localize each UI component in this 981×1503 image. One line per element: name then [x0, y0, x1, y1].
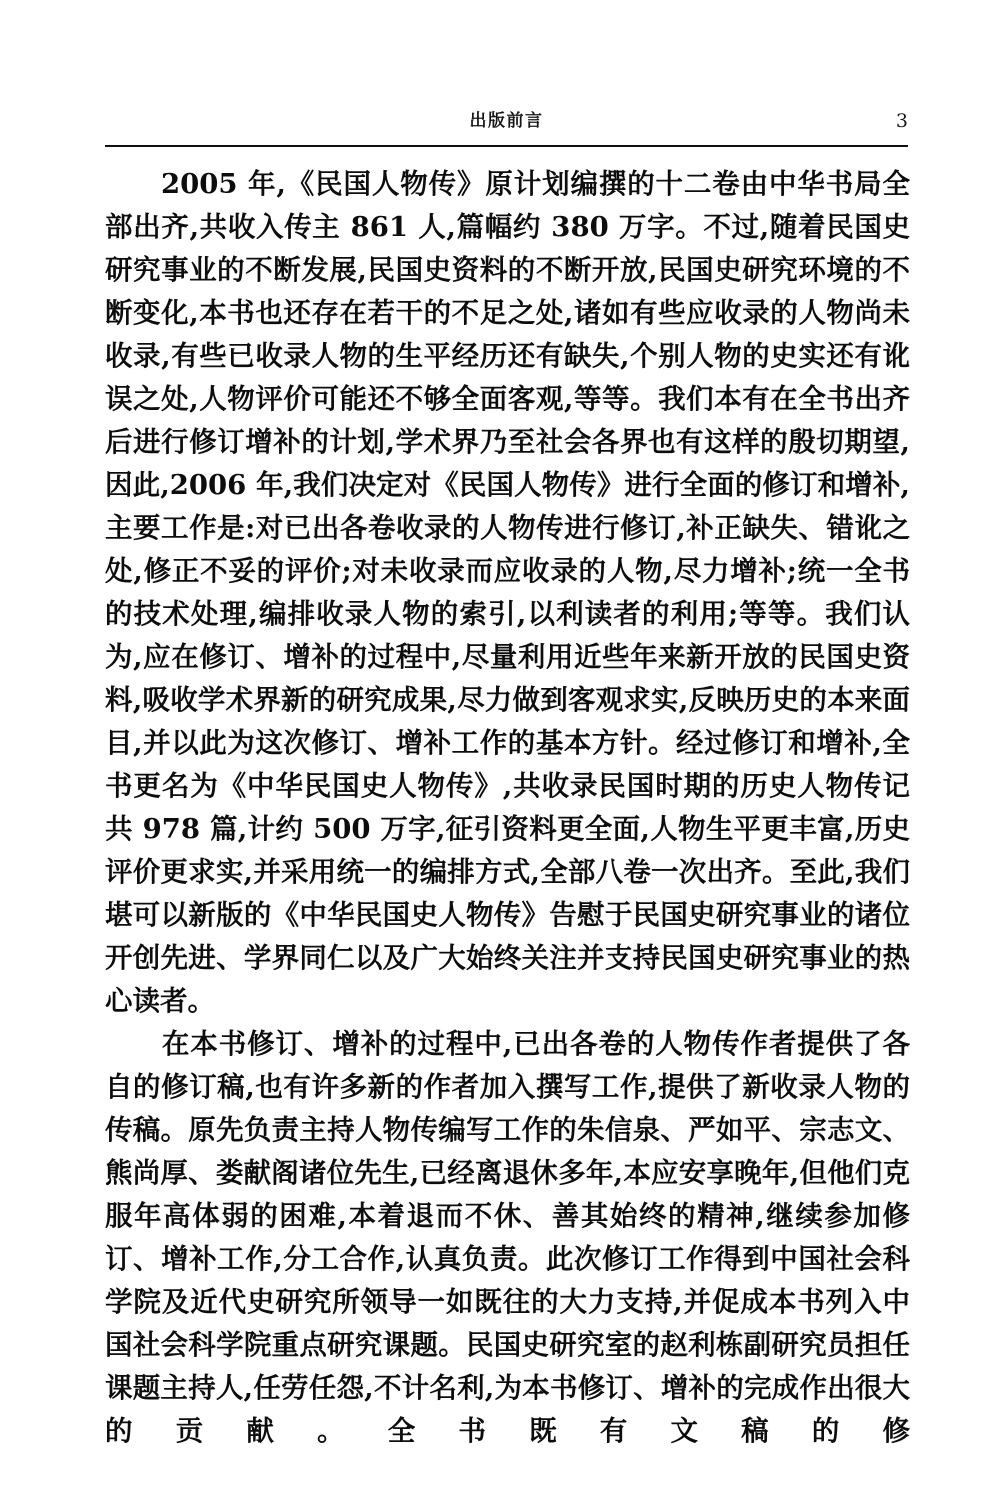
page-number: 3	[895, 110, 908, 132]
body-paragraph-1	[105, 163, 910, 1023]
body-paragraph-2	[105, 1023, 910, 1496]
header-rule	[105, 145, 908, 147]
running-head	[105, 108, 908, 142]
body-text-block	[105, 163, 910, 1496]
paragraph-2-text: 在本书修订、增补的过程中,已出各卷的人物传作者提供了各自的修订稿,也有许多新的作者加入撰写工作,提供了新收录人物的传稿。原先负责主持人物传编写工作的朱信泉、严如平、宗志文、熊尚厚、娄献阁诸位先生,已经离退休多年,本应安享晚年,但他们克服年高体弱的困难,本着退而不休、善其始终的精神,继续参加修订、增补工作,分工合作,认真负责。此次修订工作得到中国社会科学院及近代史研究所领导一如既往的大力支持,并促成本书列入中国社会科学院重点研究课题。民国史研究室的赵利栋副研究员担任课题主持人,任劳任怨,不计名利,为本书修订、增补的完成作出很大的贡献。全书既有文稿的修	[105, 1028, 910, 1447]
paragraph-1-text: 2005 年,《民国人物传》原计划编撰的十二卷由中华书局全部出齐,共收入传主 861 人,篇幅约 380 万字。不过,随着民国史研究事业的不断发展,民国史资料的不断开放,民国史研究环境的不断变化,本书也还存在若干的不足之处,诸如有些应收录的人物尚未收录,有些已收录人物的生平经历还有缺失,个别人物的史实还有讹误之处,人物评价可能还不够全面客观,等等。我们本有在全书出齐后进行修订增补的计划,学术界乃至社会各界也有这样的殷切期望,因此,2006 年,我们决定对《民国人物传》进行全面的修订和增补,主要工作是:对已出各卷收录的人物传进行修订,补正缺失、错讹之处,修正不妥的评价;对未收录而应收录的人物,尽力增补;统一全书的技术处理,编排收录人物的索引,以利读者的利用;等等。我们认为,应在修订、增补的过程中,尽量利用近些年来新开放的民国史资料,吸收学术界新的研究成果,尽力做到客观求实,反映历史的本来面目,并以此为这次修订、增补工作的基本方针。经过修订和增补,全书更名为《中华民国史人物传》,共收录民国时期的历史人物传记共 978 篇,计约 500 万字,征引资料更全面,人物生平更丰富,历史评价更求实,并采用统一的编排方式,全部八卷一次出齐。至此,我们堪可以新版的《中华民国史人物传》告慰于民国史研究事业的诸位开创先进、学界同仁以及广大始终关注并支持民国史研究事业的热心读者。	[105, 168, 910, 1017]
running-head-title: 出版前言	[469, 111, 544, 131]
